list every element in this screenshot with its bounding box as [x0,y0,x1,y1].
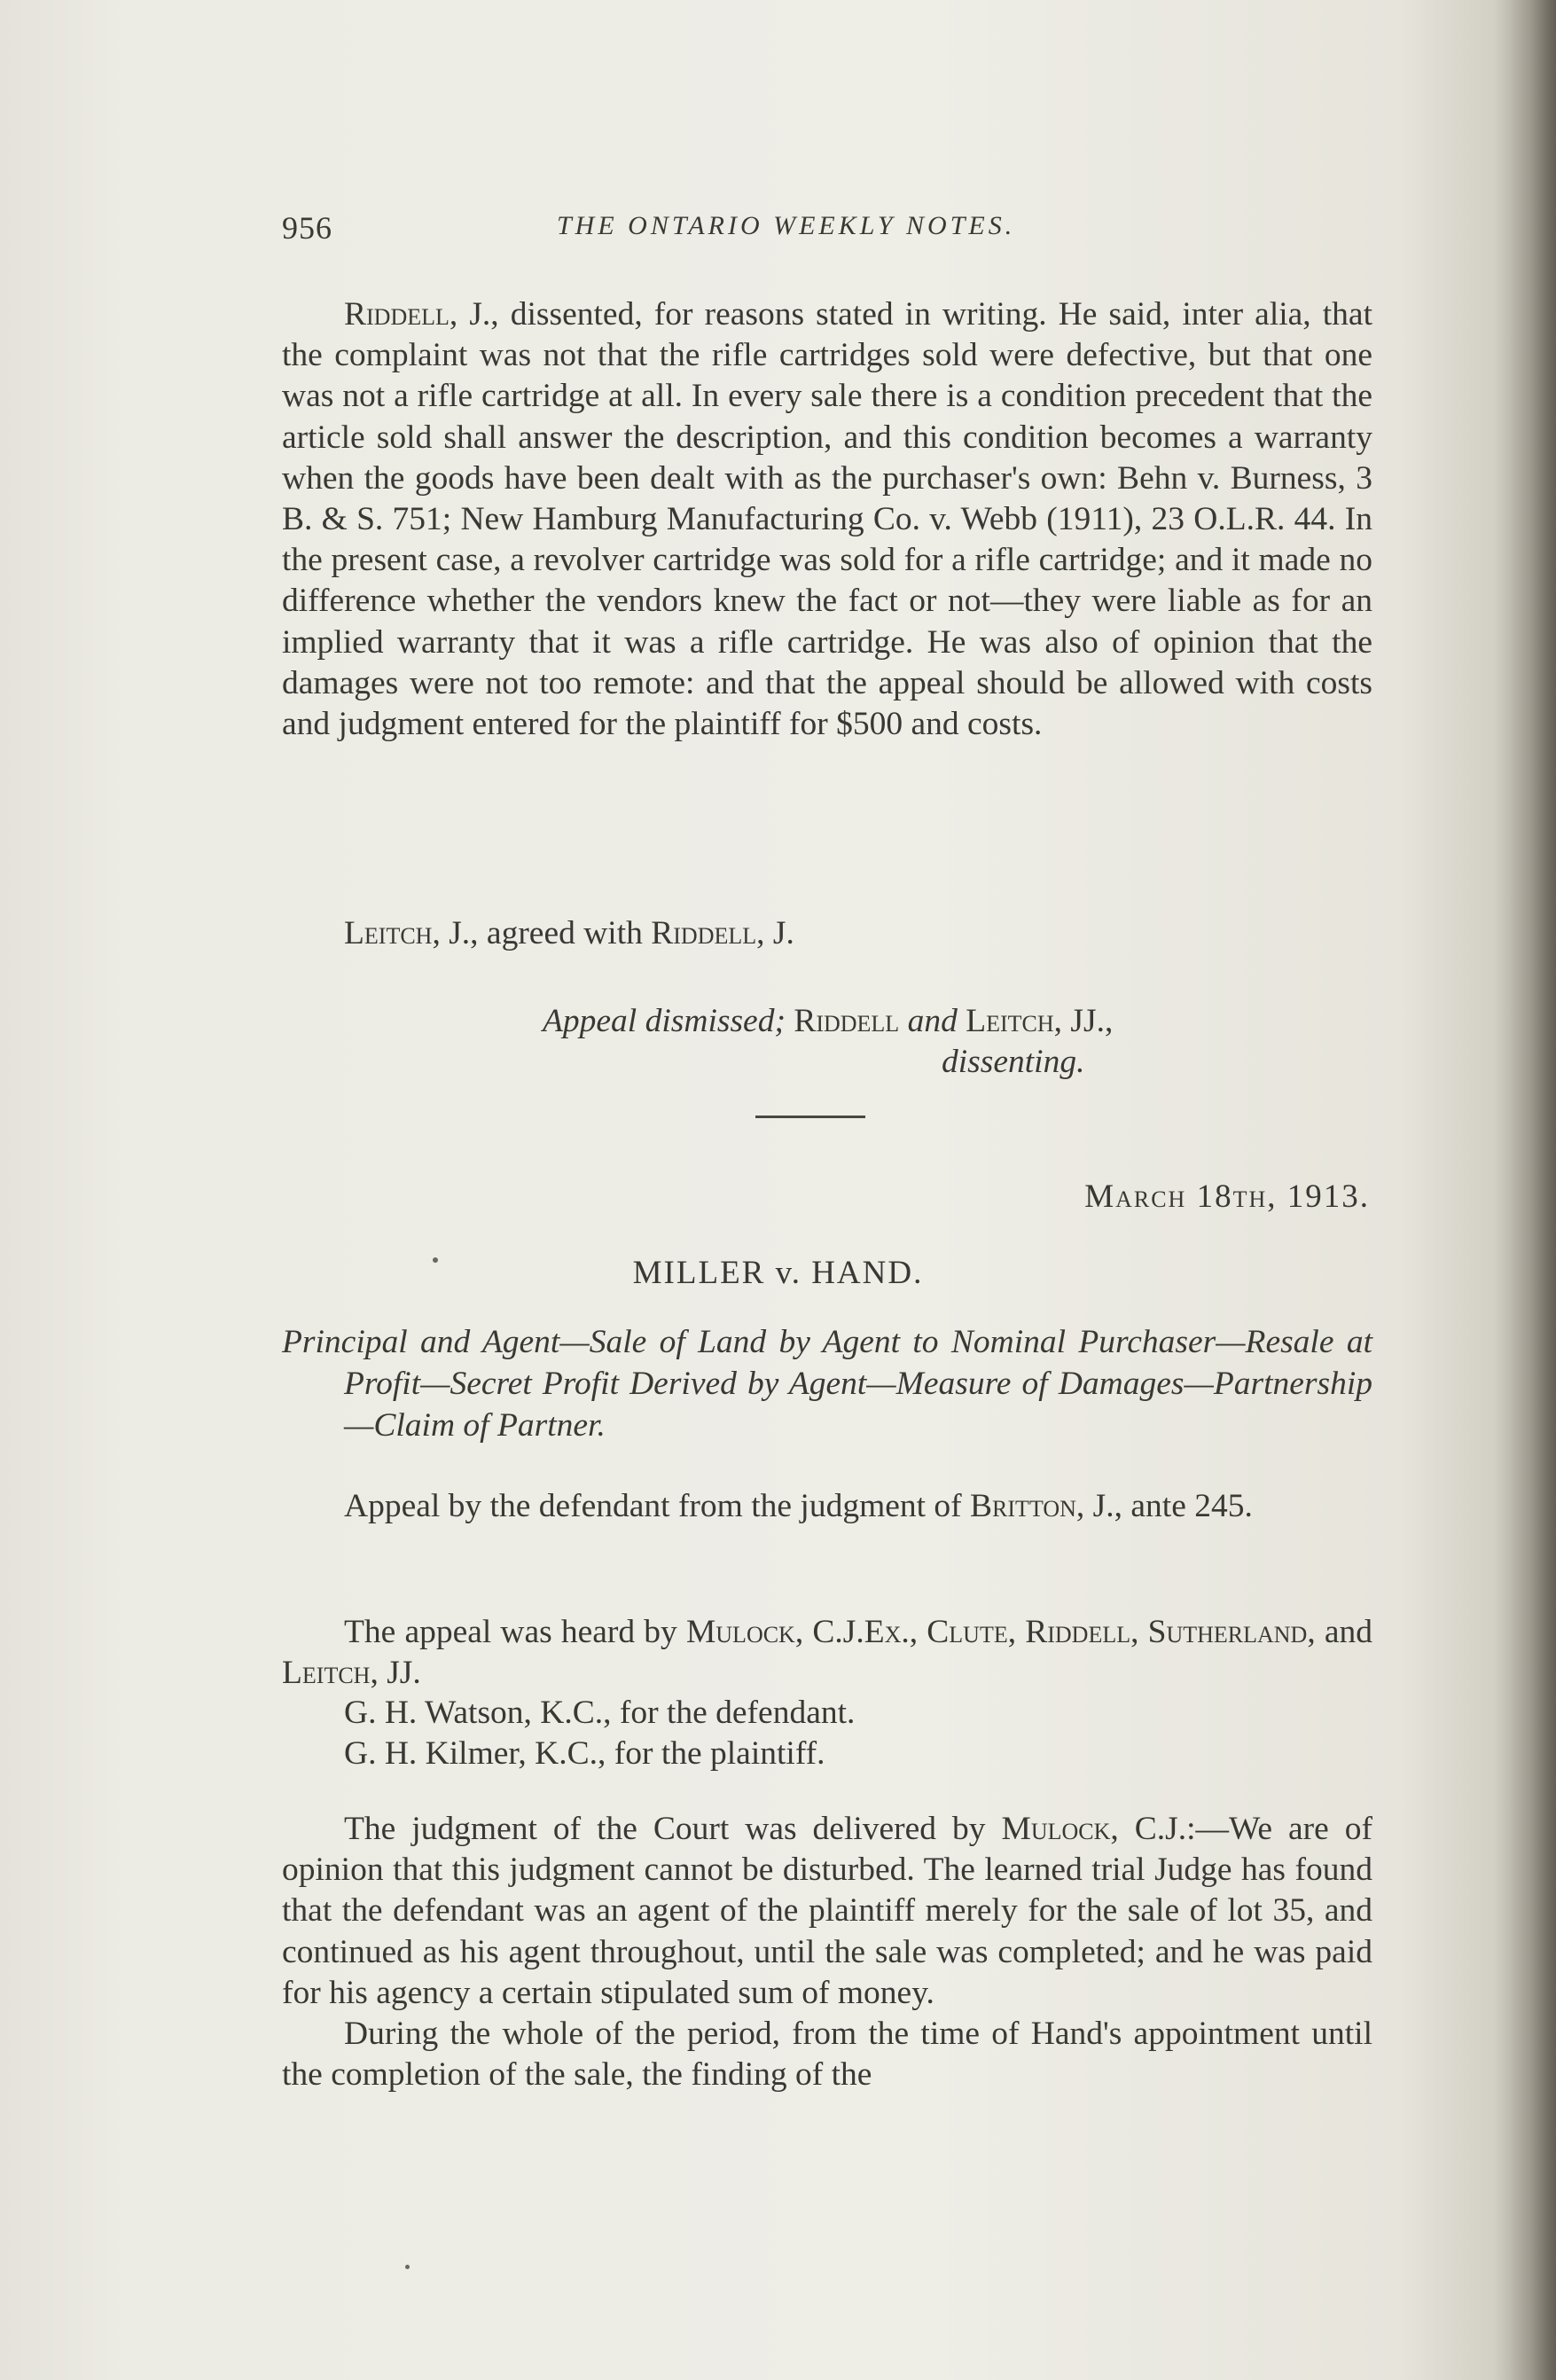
disposition-line [543,1002,1113,1040]
appeal-judge: Britton, J. [970,1488,1114,1524]
heard-and: and [1315,1614,1372,1650]
appeal-post: , ante 245. [1114,1488,1253,1524]
concurrence-judge: Leitch, J. [344,915,471,951]
dissent-text: , dissented, for reasons stated in writing. He said, inter alia, that the complaint was not that the rifle cartridges sold were defective, but that one was not a rifle cartridge at all. In every sale there is a condition precedent that the article sold shall answer the description, and this condition becomes a warranty when the goods have been dealt with as the purchaser's own: Behn v. Burness, 3 B. & S. 751; New Hamburg Manufacturing Co. v. Webb (1911), 23 O.L.R. 44. In the present case, a revolver cartridge was sold for a rifle cartridge; and it made no difference whether the vendors knew the fact or not—they were liable as for an implied warranty that it was a rifle cartridge. He was also of opinion that the damages were not too remote: and that the appeal should be allowed with costs and judgment entered for the plaintiff for $500 and costs. [282,296,1372,743]
ink-speck [405,2265,410,2269]
counsel-defendant: G. H. Watson, K.C., for the defendant. [344,1695,856,1731]
disposition-and: and [899,1003,966,1039]
dissent-paragraph [282,294,1372,745]
case-date: March 18th, 1913. [1084,1178,1370,1215]
judgment-text: :—We are of opinion that this judgment cannot be disturbed. The learned trial Judge has found that the defendant was an agent of the plaintiff merely for the sale of lot 35, and continued as his agent throughout, until the sale was completed; and he was paid for his agency a certain stipulated sum of money. [282,1811,1373,2011]
disposition-result: Appeal dismissed; [543,1003,794,1039]
concurrence-text: , agreed with [470,915,652,951]
judgment-judge: Mulock, C.J. [1001,1811,1187,1847]
heard-pre: The appeal was heard by [344,1614,686,1650]
case-headnote: Principal and Agent—Sale of Land by Agent to Nominal Purchaser—Resale at Profit—Secret Profit Derived by Agent—Measure of Damages—Partnership—Claim of Partner. [282,1324,1372,1444]
concurrence-with: Riddell, J. [651,915,794,951]
dissent-judge: Riddell, J. [344,296,491,333]
disposition-dissenting: dissenting. [942,1044,1085,1080]
page-header [282,209,1364,262]
heard-paragraph [282,1612,1372,1694]
disposition-judge-1: Riddell [794,1003,900,1039]
concurrence-paragraph [282,913,1372,954]
running-head: THE ONTARIO WEEKLY NOTES. [557,211,1016,240]
section-divider [755,1116,865,1118]
page-edge-shadow [1494,0,1556,2380]
disposition-judge-2: Leitch, JJ., [966,1003,1114,1039]
last-paragraph: During the whole of the period, from the time of Hand's appointment until the completion of the sale, the finding of the [282,2016,1372,2094]
heard-judges: Mulock, C.J.Ex., Clute, Riddell, Sutherland, [685,1614,1316,1650]
ink-speck [433,1257,438,1263]
case-title: MILLER v. HAND. [632,1255,924,1291]
judgment-paragraph [282,1809,1372,2095]
heard-last: Leitch, JJ. [282,1655,421,1692]
judgment-pre: The judgment of the Court was delivered by [344,1811,1002,1847]
appeal-paragraph [282,1486,1372,1527]
appeal-pre: Appeal by the defendant from the judgment of [344,1488,971,1524]
counsel-plaintiff: G. H. Kilmer, K.C., for the plaintiff. [344,1735,825,1772]
page-number: 956 [282,210,332,246]
